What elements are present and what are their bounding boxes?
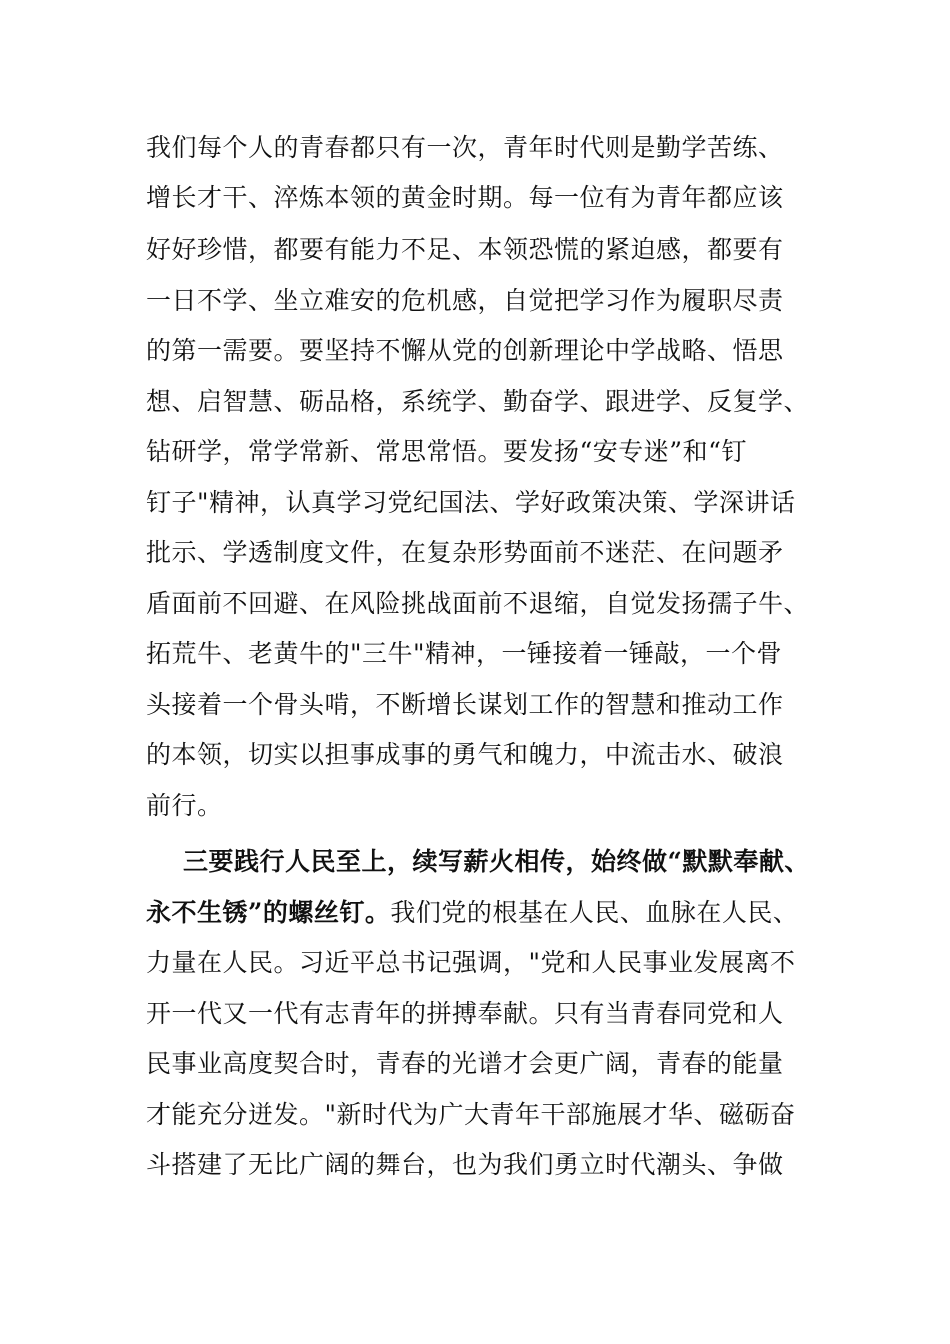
paragraph-2-line-2-text: 我们党的根基在人民、血脉在人民、	[390, 898, 799, 927]
paragraph-2-line-2	[146, 897, 798, 929]
paragraph-1-line-7: 钻研学，常学常新、常思常悟。要发扬“安专迷”和“钉	[146, 437, 747, 466]
paragraph-2-line-6: 才能充分迸发。"新时代为广大青年干部施展才华、磁砺奋	[146, 1100, 796, 1129]
paragraph-2-line-4: 开一代又一代有志青年的拼搏奉献。只有当青春同党和人	[146, 999, 784, 1028]
paragraph-1-line-13: 的本领，切实以担事成事的勇气和魄力，中流击水、破浪	[146, 740, 784, 769]
paragraph-1-line-8: 钉子"精神，认真学习党纪国法、学好政策决策、学深讲话	[146, 488, 796, 517]
paragraph-1-line-11: 拓荒牛、老黄牛的"三牛"精神，一锤接着一锤敲，一个骨	[146, 639, 783, 668]
paragraph-1-line-9: 批示、学透制度文件，在复杂形势面前不迷茫、在问题矛	[146, 538, 784, 567]
paragraph-2-line-3: 力量在人民。习近平总书记强调，"党和人民事业发展离不	[146, 948, 796, 977]
paragraph-1-line-5: 的第一需要。要坚持不懈从党的创新理论中学战略、悟思	[146, 336, 784, 365]
paragraph-2-heading-part-1: 三要践行人民至上，续写薪火相传，始终做“默默奉献、	[183, 847, 810, 876]
paragraph-1-line-10: 盾面前不回避、在风险挑战面前不退缩，自觉发扬孺子牛、	[146, 589, 810, 618]
paragraph-1-line-6: 想、启智慧、砺品格，系统学、勤奋学、跟进学、反复学、	[146, 387, 810, 416]
paragraph-2-line-7: 斗搭建了无比广阔的舞台，也为我们勇立时代潮头、争做	[146, 1150, 784, 1179]
paragraph-1-line-4: 一日不学、坐立难安的危机感，自觉把学习作为履职尽责	[146, 286, 784, 315]
paragraph-1-line-12: 头接着一个骨头啃，不断增长谋划工作的智慧和推动工作	[146, 690, 784, 719]
paragraph-1-line-2: 增长才干、淬炼本领的黄金时期。每一位有为青年都应该	[146, 183, 784, 212]
paragraph-2-heading-part-2: 永不生锈”的螺丝钉。	[146, 898, 391, 927]
paragraph-1-line-3: 好好珍惜，都要有能力不足、本领恐慌的紧迫感，都要有	[146, 235, 784, 264]
paragraph-1-line-1: 我们每个人的青春都只有一次，青年时代则是勤学苦练、	[146, 133, 784, 162]
paragraph-1-line-14: 前行。	[146, 791, 223, 820]
paragraph-2-line-5: 民事业高度契合时，青春的光谱才会更广阔，青春的能量	[146, 1049, 784, 1078]
paragraph-2-line-1	[183, 846, 810, 878]
